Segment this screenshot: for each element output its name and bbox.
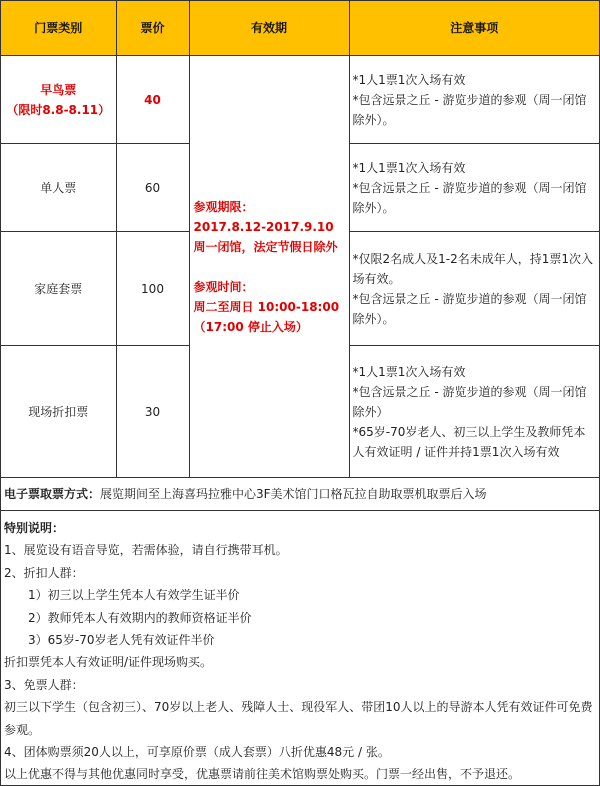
- visit-time-hours: 周二至周日 10:00-18:00: [193, 299, 340, 314]
- header-ticket-type: 门票类别: [1, 1, 116, 56]
- visit-time-label: 参观时间：: [193, 279, 254, 294]
- info-section: [1, 478, 599, 786]
- ticket-table-header-row: [1, 1, 599, 56]
- ticket-price: 40: [116, 56, 189, 144]
- special-note-subitem: 3）65岁-70岁老人凭有效证件半价: [28, 633, 215, 648]
- note-line: *仅限2名成人及1-2名未成年人，持1票1次入场有效。: [352, 251, 594, 286]
- validity-period-dates: 2017.8.12-2017.9.10: [193, 219, 334, 234]
- ticket-type-period: （限时8.8-8.11）: [6, 102, 111, 117]
- validity-period-label: 参观期限：: [193, 199, 254, 214]
- note-line: *1人1票1次入场有效: [352, 160, 466, 175]
- note-line: *包含远景之丘 - 游览步道的参观（周一闭馆除外）。: [352, 180, 587, 215]
- header-notes: 注意事项: [349, 1, 599, 56]
- ticket-price: 30: [116, 346, 189, 478]
- ticket-price: 60: [116, 144, 189, 232]
- special-note-item: 4、团体购票须20人以上，可享原价票（成人套票）八折优惠48元 / 张。: [4, 745, 390, 760]
- ticket-type-onsite-discount: 现场折扣票: [1, 346, 116, 478]
- special-note-subitem: 2）教师凭本人有效期内的教师资格证半价: [28, 610, 252, 625]
- table-row: [1, 56, 599, 144]
- special-note-item: 初三以下学生（包含初三）、70岁以上老人、残障人士、现役军人、带团10人以上的导游本人凭有效证件可免费参观。: [4, 700, 593, 737]
- ticket-notes: [349, 56, 599, 144]
- ticket-type-single: 单人票: [1, 144, 116, 232]
- ticket-price: 100: [116, 232, 189, 346]
- note-line: *包含远景之丘 - 游览步道的参观（周一闭馆除外）: [352, 384, 587, 419]
- pickup-text: 展览期间至上海喜玛拉雅中心3F美术馆门口格瓦拉自助取票机取票后入场: [100, 487, 487, 501]
- note-line: *1人1票1次入场有效: [352, 364, 466, 379]
- ticket-type-early-bird: [1, 56, 116, 144]
- note-line: *65岁-70岁老人、初三以上学生及教师凭本人有效证明 / 证件并持1票1次入场有效: [352, 424, 586, 459]
- special-note-item: 折扣票凭本人有效证明/证件现场购买。: [4, 655, 213, 670]
- special-note-item: 1、展览设有语音导览，若需体验，请自行携带耳机。: [4, 543, 288, 558]
- special-note-item: 以上优惠不得与其他优惠同时享受，优惠票请前往美术馆购票处购买。门票一经出售，不予退还。: [4, 767, 521, 782]
- validity-closed-note: 周一闭馆，法定节假日除外: [193, 239, 338, 254]
- visit-last-entry: （17:00 停止入场）: [193, 319, 308, 334]
- header-validity: 有效期: [189, 1, 349, 56]
- e-ticket-pickup: [1, 478, 599, 511]
- header-price: 票价: [116, 1, 189, 56]
- special-notes-title: 特别说明：: [4, 521, 65, 535]
- pickup-label: 电子票取票方式：: [4, 487, 101, 501]
- ticket-type-name: 早鸟票: [40, 82, 77, 97]
- special-note-item: 2、折扣人群：: [4, 565, 84, 580]
- note-line: *包含远景之丘 - 游览步道的参观（周一闭馆除外）。: [352, 92, 587, 127]
- ticket-table: [1, 1, 599, 478]
- note-line: *包含远景之丘 - 游览步道的参观（周一闭馆除外）。: [352, 291, 587, 326]
- special-note-subitem: 1）初三以上学生凭本人有效学生证半价: [28, 588, 240, 603]
- validity-cell: [189, 56, 349, 478]
- ticket-notes: [349, 232, 599, 346]
- ticket-type-family: 家庭套票: [1, 232, 116, 346]
- ticket-notes: [349, 144, 599, 232]
- special-notes: [1, 511, 599, 786]
- note-line: *1人1票1次入场有效: [352, 72, 466, 87]
- ticket-notes: [349, 346, 599, 478]
- special-note-item: 3、免票人群：: [4, 677, 84, 692]
